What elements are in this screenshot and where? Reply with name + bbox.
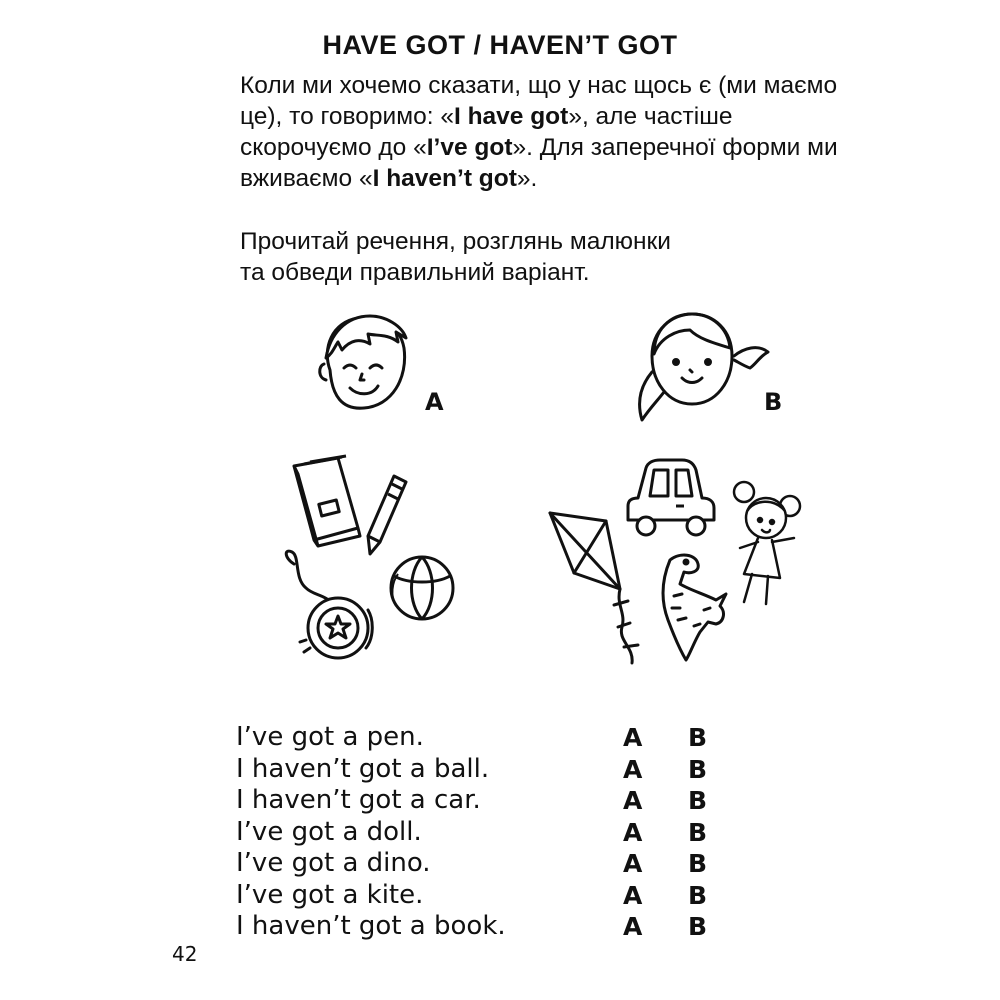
sentence-text: I haven’t got a book. (236, 911, 506, 941)
option-a[interactable]: A (623, 754, 643, 784)
sentence-text: I haven’t got a ball. (236, 753, 490, 784)
sentence-row (236, 880, 736, 912)
option-b[interactable]: B (688, 817, 708, 847)
option-b[interactable]: B (688, 723, 708, 752)
option-b[interactable]: B (688, 786, 708, 815)
dino-icon (650, 550, 740, 665)
sentence-row (236, 911, 736, 943)
intro-bold-2: I’ve got (426, 134, 513, 161)
sentence-row (236, 785, 736, 817)
book-icon (288, 452, 363, 552)
option-b[interactable]: B (688, 754, 708, 784)
intro-text-2: », але частіше скорочуємо до « (240, 103, 733, 161)
task-line-1: Прочитай речення, розглянь малюнки (240, 228, 671, 255)
intro-text-3: ». Для заперечної форми ми вживаємо « (240, 134, 838, 192)
character-a-label: A (425, 388, 444, 416)
sentence-text: I haven’t got a car. (236, 785, 481, 815)
page-number: 42 (172, 942, 198, 966)
intro-bold-1: I have got (453, 103, 569, 130)
sentence-row (236, 848, 736, 880)
girl-face-icon (630, 308, 775, 433)
option-a[interactable]: A (623, 786, 643, 815)
intro-text-1: Коли ми хочемо сказати, що у нас щось є (ми маємо це), то говоримо: « (240, 72, 838, 130)
sentence-text: I’ve got a pen. (236, 722, 424, 752)
intro-bold-3: I haven’t got (372, 165, 517, 192)
sentence-list (236, 722, 736, 943)
character-b-label: B (764, 388, 783, 416)
option-a[interactable]: A (623, 723, 643, 752)
option-b[interactable]: B (688, 849, 708, 878)
sentence-text: I’ve got a dino. (236, 848, 431, 878)
sentence-text: I’ve got a doll. (236, 816, 422, 847)
task-line-2: та обведи правильний варіант. (240, 259, 590, 286)
kite-icon (544, 505, 654, 670)
sentence-row (236, 817, 736, 849)
yoyo-icon (280, 548, 380, 663)
option-a[interactable]: A (623, 912, 643, 941)
sentence-row (236, 722, 736, 754)
pencil-icon (364, 470, 412, 560)
intro-text-4: ». (516, 165, 538, 192)
boy-face-icon (312, 308, 417, 418)
option-a[interactable]: A (623, 849, 643, 878)
option-b[interactable]: B (688, 912, 708, 941)
option-b[interactable]: B (688, 880, 708, 910)
ball-icon (386, 552, 458, 624)
task-instruction (240, 226, 760, 288)
sentence-row (236, 754, 736, 786)
page-title: HAVE GOT / HAVEN’T GOT (322, 30, 678, 60)
option-a[interactable]: A (623, 880, 643, 910)
sentence-text: I’ve got a kite. (236, 879, 424, 910)
option-a[interactable]: A (623, 817, 643, 847)
intro-paragraph (240, 70, 860, 194)
